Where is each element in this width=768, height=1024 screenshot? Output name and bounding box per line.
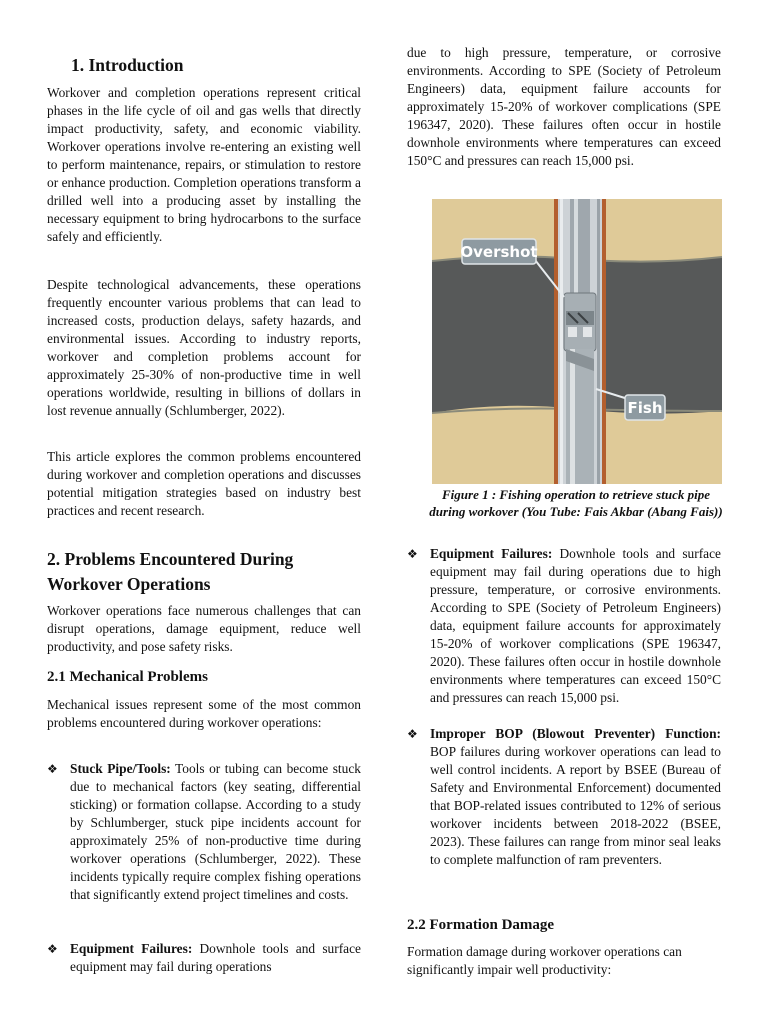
bullet-equipment-title: Equipment Failures: (70, 941, 193, 956)
bullet-bop-title: Improper BOP (Blowout Preventer) Function: (430, 726, 721, 741)
figure-1-caption: Figure 1 : Fishing operation to retrieve stuck pipe during workover (You Tube: Fais Akbar (Abang Fais)) (429, 487, 723, 519)
section-2-paragraph: Workover operations face numerous challenges that can disrupt operations, damage equipment, reduce well productivity, and pose safety risks. (47, 603, 361, 654)
bullet-diamond-icon: ❖ (47, 942, 58, 956)
intro-paragraph-1: Workover and completion operations represent critical phases in the life cycle of oil and gas wells that directly impact productivity, safety, and economic viability. Workover operations involve re-entering an existing well to perform maintenance, repairs, or stimulation to restore or enhance production. Completion operations transform a drilled well into a producing asset by installing the necessary equipment to bring hydrocarbons to the surface safely and efficiently. (47, 85, 361, 244)
bullet-equipment-title: Equipment Failures: (430, 546, 553, 561)
bullet-bop-text: BOP failures during workover operations can lead to well control incidents. A report by BSEE (Bureau of Safety and Environmental Enforcement) documented that BOP-related issues contributed to 12% of serious workover incidents between 2018-2022 (BSEE, 2023). These failures can range from minor seal leaks to complete malfunction of ram preventers. (430, 744, 721, 867)
bullet-improper-bop (407, 725, 721, 869)
subsection-2-1-paragraph: Mechanical issues represent some of the most common problems encountered during workover operations: (47, 697, 361, 730)
bullet-diamond-icon: ❖ (407, 547, 418, 561)
bullet-diamond-icon: ❖ (407, 727, 418, 741)
bullet-diamond-icon: ❖ (47, 762, 58, 776)
bullet-equipment-text: Downhole tools and surface equipment may fail during operations (70, 941, 361, 974)
subsection-2-1-heading: 2.1 Mechanical Problems (47, 669, 208, 685)
intro-paragraph-3: This article explores the common problems encountered during workover and completion operations and discusses potential mitigation strategies based on industry best practices and recent research. (47, 449, 361, 518)
bullet-stuck-pipe-text: Tools or tubing can become stuck due to mechanical factors (key seating, differential sticking) or formation collapse. According to a study by Schlumberger, stuck pipe incidents account for approximately 25% of non-productive time during workover operations (Schlumberger, 2022). These incidents typically require complex fishing operations that significantly extend project timelines and costs. (70, 761, 361, 902)
introduction-heading: 1. Introduction (71, 55, 184, 75)
section-2-heading: 2. Problems Encountered During Workover Operations (47, 549, 294, 594)
intro-paragraph-2: Despite technological advancements, these operations frequently encounter various problems that can lead to increased costs, production delays, safety hazards, and environmental issues. According to industry reports, workover and completion problems account for approximately 25-30% of non-productive time in well operations worldwide, resulting in billions of dollars in lost revenue annually (Schlumberger, 2022). (47, 277, 361, 418)
bullet-stuck-pipe (47, 760, 361, 904)
bullet-stuck-pipe-title: Stuck Pipe/Tools: (70, 761, 171, 776)
fish-label: Fish (627, 399, 663, 417)
figure-1-image (432, 199, 722, 484)
fishing-operation-illustration (432, 199, 722, 484)
subsection-2-2-heading: 2.2 Formation Damage (407, 917, 555, 933)
continued-paragraph: due to high pressure, temperature, or corrosive environments. According to SPE (Society of Petroleum Engineers) data, equipment failure accounts for approximately 15-20% of workover complications (SPE 196347, 2020). These failures often occur in hostile downhole environments where temperatures can exceed 150°C and pressures can reach 15,000 psi. (407, 45, 721, 168)
bullet-equipment-failures (47, 940, 361, 976)
bullet-equipment-text: Downhole tools and surface equipment may fail during operations due to high pressure, temperature, or corrosive environments. According to SPE (Society of Petroleum Engineers) data, equipment failure accounts for approximately 15-20% of workover complications (SPE 196347, 2020). These failures often occur in hostile downhole environments where temperatures can exceed 150°C and pressures can reach 15,000 psi. (430, 546, 721, 705)
bullet-equipment-failures-full (407, 545, 721, 707)
overshot-label: Overshot (460, 243, 538, 261)
subsection-2-2-paragraph: Formation damage during workover operations can significantly impair well productivity: (407, 944, 682, 977)
